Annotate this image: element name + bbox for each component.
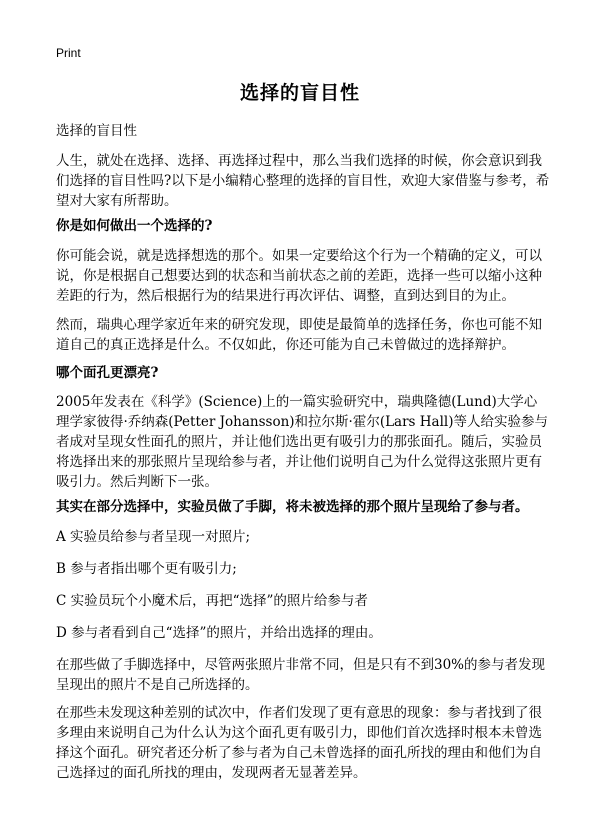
section-heading-how-choose: 你是如何做出一个选择的? — [56, 218, 213, 234]
section-heading-trick: 其实在部分选择中，实验员做了手脚，将未被选择的那个照片呈现给了参与者。 — [56, 499, 529, 515]
section-heading-which-face: 哪个面孔更漂亮? — [56, 365, 159, 381]
paragraph-definition: 你可能会说，就是选择想选的那个。如果一定要给这个行为一个精确的定义，可以说，你是根据自己想要达到的状态和当前状态之前的差距，选择一些可以缩小这种差距的行为，然后根据行为的结果进行再次评估、调整，直到达到目的为止。 — [56, 248, 542, 304]
step-b: B 参与者指出哪个更有吸引力; — [56, 561, 237, 577]
paragraph-result: 在那些做了手脚选择中，尽管两张照片非常不同，但是只有不到30%的参与者发现呈现出的照片不是自己所选择的。 — [56, 657, 546, 693]
paragraph-finding: 在那些未发现这种差别的试次中，作者们发现了更有意思的现象：参与者找到了很多理由来说明自己为什么认为这个面孔更有吸引力，即他们首次选择时根本未曾选择这个面孔。研究者还分析了参与者为自己未曾选择的面孔所找的理由和他们为自己选择过的面孔所找的理由，发现两者无显著差异。 — [56, 705, 542, 781]
paragraph-research: 然而，瑞典心理学家近年来的研究发现，即使是最简单的选择任务，你也可能不知道自己的真正选择是什么。不仅如此，你还可能为自己未曾做过的选择辩护。 — [56, 317, 542, 353]
intro-paragraph: 人生，就处在选择、选择、再选择过程中，那么当我们选择的时候，你会意识到我们选择的盲目性吗?以下是小编精心整理的选择的盲目性，欢迎大家借鉴与参考，希望对大家有所帮助。 — [56, 153, 550, 209]
step-c: C 实验员玩个小魔术后，再把“选择”的照片给参与者 — [56, 593, 368, 609]
paragraph-experiment: 2005年发表在《科学》(Science)上的一篇实验研究中，瑞典隆德(Lund)大学心理学家彼得·乔纳森(Petter Johansson)和拉尔斯·霍尔(Lars Hall)等人给实验参与者成对呈现女性面孔的照片，并让他们选出更有吸引力的那张面孔。随后，实验员将选择出来的那张照片呈现给参与者，并让他们说明自己为什么觉得这张照片更有吸引力。然后判断下一张。 — [56, 394, 548, 490]
page-title: 选择的盲目性 — [239, 82, 360, 104]
article-subtitle: 选择的盲目性 — [56, 123, 137, 139]
print-link[interactable]: Print — [56, 46, 81, 60]
step-d: D 参与者看到自己“选择”的照片，并给出选择的理由。 — [56, 625, 382, 641]
step-a: A 实验员给参与者呈现一对照片; — [56, 529, 251, 545]
